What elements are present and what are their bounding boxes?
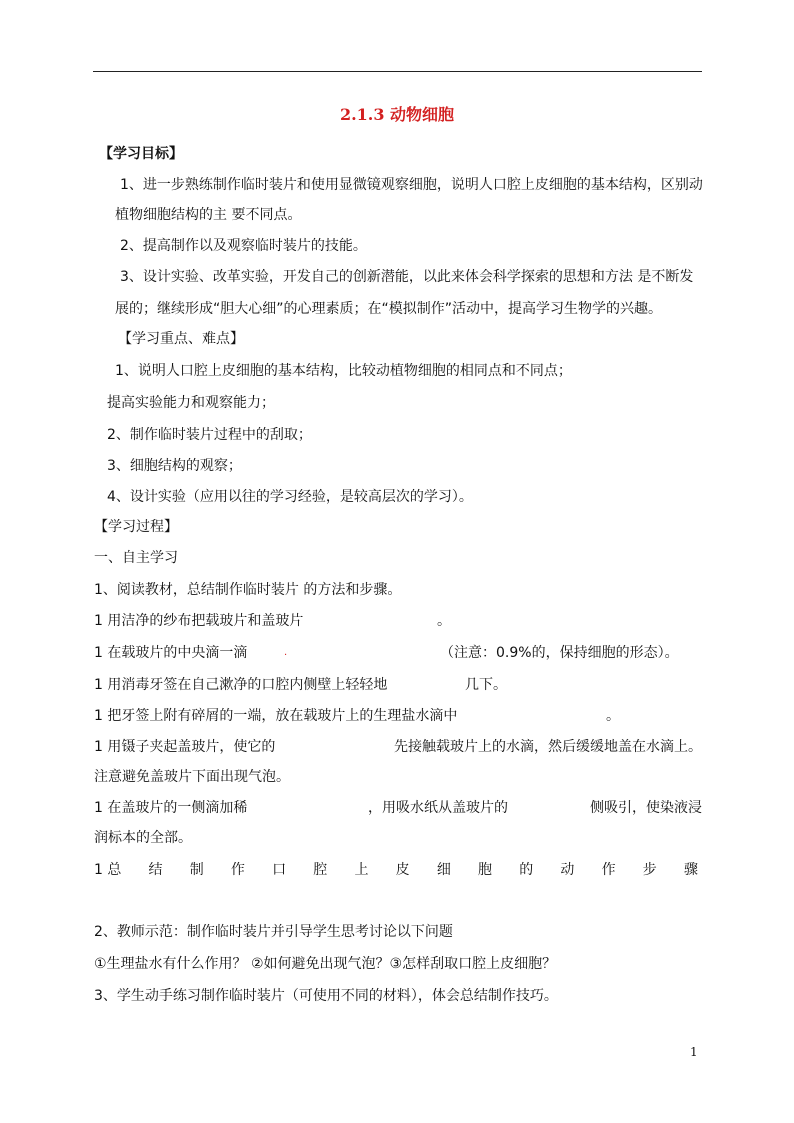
objective-3-line-1: 3、设计实验、改革实验，开发自己的创新潜能，以此来体会科学探索的思想和方法 是不断发 [120, 269, 694, 285]
page-number: 1 [690, 1045, 698, 1059]
part-1-heading: 一、自主学习 [94, 550, 178, 566]
summary-char: 结 [148, 862, 163, 878]
key-point-4: 4、设计实验（应用以往的学习经验，是较高层次的学习）。 [107, 489, 473, 505]
summary-char: 骤 [683, 862, 698, 878]
section-objectives: 【学习目标】 [99, 146, 183, 162]
step-6-middle: ，用吸水纸从盖玻片的 [368, 800, 508, 816]
summary-char: 口 [272, 862, 287, 878]
summary-char: 胞 [478, 862, 493, 878]
step-5-note: 注意避免盖玻片下面出现气泡。 [94, 769, 290, 785]
red-mark: . [284, 647, 288, 658]
key-point-3: 3、细胞结构的观察； [107, 458, 242, 474]
summary-char: 腔 [313, 862, 328, 878]
step-4-end: 。 [606, 708, 620, 724]
discussion-questions: ①生理盐水有什么作用？ ②如何避免出现气泡？③怎样刮取口腔上皮细胞？ [94, 956, 557, 972]
step-6-end: 侧吸引，使染液浸 [590, 800, 702, 816]
objective-3-line-2: 展的；继续形成“胆大心细”的心理素质；在“模拟制作”活动中，提高学习生物学的兴趣。 [115, 301, 663, 317]
header-rule [93, 71, 702, 72]
key-point-2: 2、制作临时装片过程中的刮取； [107, 427, 312, 443]
summary-char: 作 [230, 862, 245, 878]
step-3-text: 1 用消毒牙签在自己漱净的口腔内侧壁上轻轻地 [94, 677, 388, 693]
summary-char: 制 [189, 862, 204, 878]
objective-2: 2、提高制作以及观察临时装片的技能。 [120, 238, 367, 254]
step-3-end: 几下。 [465, 677, 507, 693]
summary-line [94, 860, 698, 880]
step-4-text: 1 把牙签上附有碎屑的一端，放在载玻片上的生理盐水滴中 [94, 708, 458, 724]
key-point-1: 1、说明人口腔上皮细胞的基本结构，比较动植物细胞的相同点和不同点； [115, 363, 572, 379]
step-2-note: （注意：0.9%的，保持细胞的形态）。 [440, 645, 679, 661]
summary-char: 1 总 [94, 862, 122, 878]
summary-char: 皮 [395, 862, 410, 878]
step-5-continued: 先接触载玻片上的水滴，然后缓缓地盖在水滴上。 [394, 739, 702, 755]
step-6-text: 1 在盖玻片的一侧滴加稀 [94, 800, 248, 816]
summary-char: 步 [642, 862, 657, 878]
step-1-end: 。 [437, 613, 451, 629]
section-key-points: 【学习重点、难点】 [118, 331, 244, 347]
step-2-text: 1 在载玻片的中央滴一滴 [94, 645, 248, 661]
section-process: 【学习过程】 [94, 519, 178, 535]
key-point-1-continued: 提高实验能力和观察能力； [107, 395, 275, 411]
summary-char: 上 [354, 862, 369, 878]
summary-char: 动 [560, 862, 575, 878]
objective-1-line-2: 植物细胞结构的主 要不同点。 [115, 207, 302, 223]
summary-char: 作 [601, 862, 616, 878]
student-practice: 3、学生动手练习制作临时装片（可使用不同的材料），体会总结制作技巧。 [94, 988, 558, 1004]
teacher-demo: 2、教师示范：制作临时装片并引导学生思考讨论以下问题 [94, 924, 453, 940]
step-1-text: 1 用洁净的纱布把载玻片和盖玻片 [94, 613, 304, 629]
summary-char: 细 [436, 862, 451, 878]
step-intro: 1、阅读教材，总结制作临时装片 的方法和步骤。 [94, 582, 402, 598]
step-5-text: 1 用镊子夹起盖玻片，使它的 [94, 739, 276, 755]
objective-1-line-1: 1、进一步熟练制作临时装片和使用显微镜观察细胞，说明人口腔上皮细胞的基本结构，区别动 [120, 177, 703, 193]
summary-char: 的 [519, 862, 534, 878]
step-6-line-2: 润标本的全部。 [94, 830, 192, 846]
page-title: 2.1.3 动物细胞 [339, 105, 455, 124]
